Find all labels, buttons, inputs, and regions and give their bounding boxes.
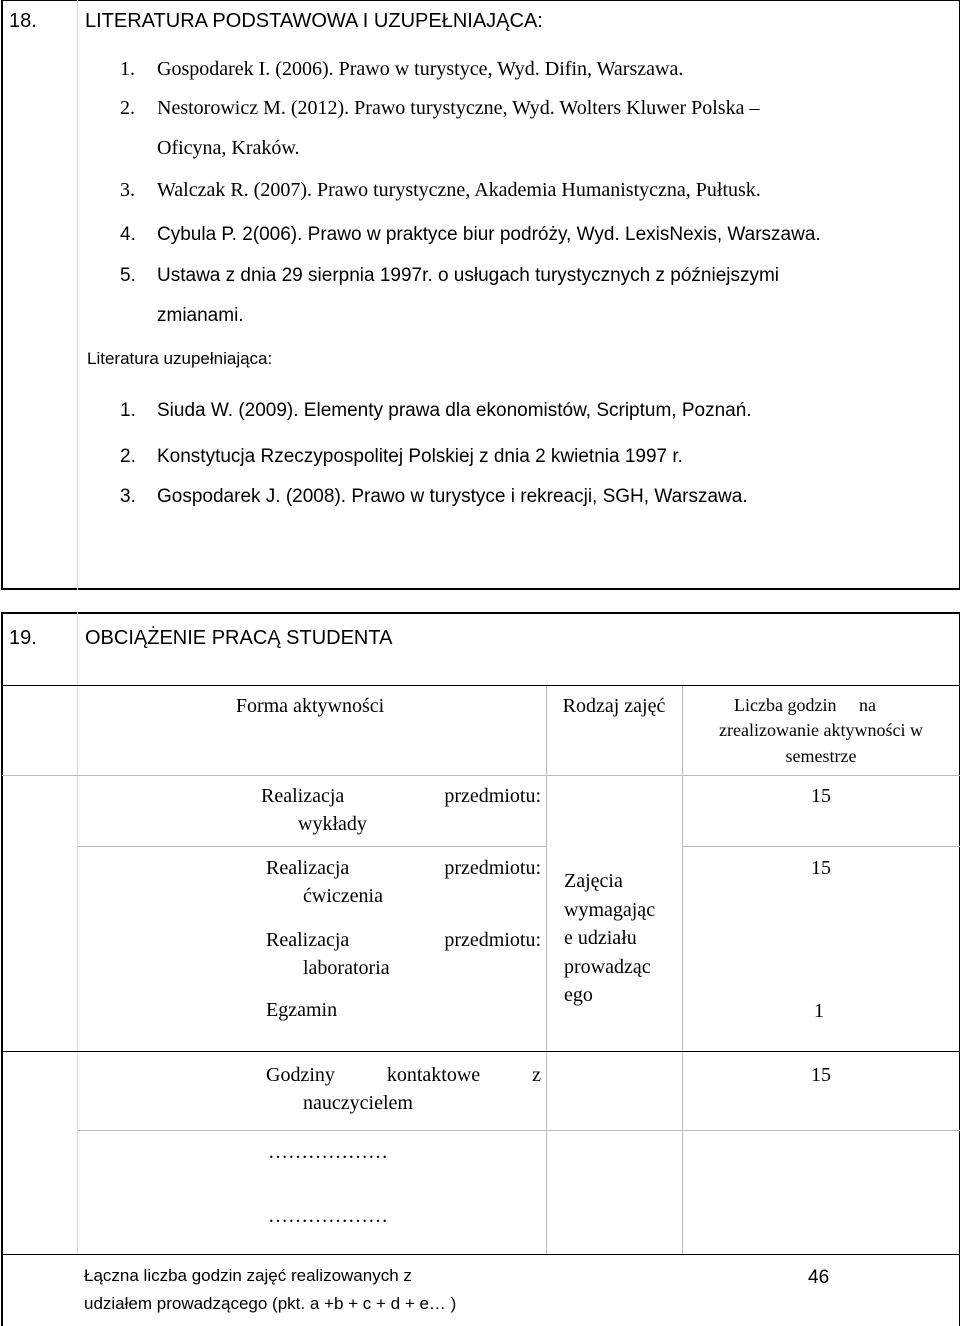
section-18-divider <box>77 0 78 590</box>
contact-word3: z <box>532 1064 541 1086</box>
row-exercises-type: ćwiczenia <box>303 885 383 907</box>
header-hours-line2: zrealizowanie aktywności w <box>719 720 923 740</box>
section-19-number-divider <box>77 612 78 685</box>
contact-hours: 15 <box>811 1064 831 1086</box>
total-label-line2: udziałem prowadzącego (pkt. a +b + c + d + e… ) <box>84 1294 457 1313</box>
supp-num-3: 3. <box>120 486 136 507</box>
basic-num-4: 4. <box>120 224 136 245</box>
basic-item-2: Nestorowicz M. (2012). Prawo turystyczne, Wyd. Wolters Kluwer Polska – <box>157 97 760 119</box>
basic-item-2-cont: Oficyna, Kraków. <box>157 137 300 159</box>
row-lab-label <box>266 929 541 952</box>
row-rule-1b <box>682 846 960 847</box>
dots-row-rule <box>2 1254 960 1255</box>
row-exercises-word2: przedmiotu: <box>444 857 541 879</box>
row-lecture-type: wykłady <box>298 813 367 835</box>
merged-type-line1: Zajęcia <box>564 870 623 892</box>
row-exercises-label <box>266 857 541 880</box>
supp-num-1: 1. <box>120 400 136 421</box>
basic-item-1: Gospodarek I. (2006). Prawo w turystyce, Wyd. Difin, Warszawa. <box>157 58 684 80</box>
total-label-line1: Łączna liczba godzin zajęć realizowanych z <box>84 1266 412 1285</box>
supp-item-3: Gospodarek J. (2008). Prawo w turystyce i rekreacji, SGH, Warszawa. <box>157 486 748 507</box>
header-row-rule <box>2 775 960 776</box>
basic-num-3: 3. <box>120 179 135 201</box>
total-hours: 46 <box>808 1267 830 1288</box>
section-19-number: 19. <box>9 627 37 649</box>
basic-item-5: Ustawa z dnia 29 sierpnia 1997r. o usługach turystycznych z późniejszymi <box>157 265 780 286</box>
table-left-divider <box>77 686 78 1254</box>
basic-item-5-cont: zmianami. <box>157 305 244 326</box>
basic-item-3: Walczak R. (2007). Prawo turystyczne, Akademia Humanistyczna, Pułtusk. <box>157 179 761 201</box>
merged-type-line2: wymagając <box>564 899 656 921</box>
row-exam-hours: 1 <box>814 1000 824 1022</box>
header-hours-line1: Liczba godzin na <box>734 695 876 715</box>
row-lab-word1: Realizacja <box>266 929 350 951</box>
contact-row-rule <box>78 1130 960 1131</box>
section-19-heading-rule <box>2 685 960 686</box>
row-exercises-hours: 15 <box>811 857 831 879</box>
placeholder-dots-1: ……………… <box>268 1141 388 1163</box>
merged-type-line3: e udziału <box>564 927 637 949</box>
row-lab-type: laboratoria <box>303 957 390 979</box>
supp-num-2: 2. <box>120 446 136 467</box>
supplementary-label: Literatura uzupełniająca: <box>87 349 273 368</box>
row-rule-1 <box>78 846 546 847</box>
row-exam-label: Egzamin <box>266 999 338 1021</box>
basic-item-4: Cybula P. 2(006). Prawo w praktyce biur podróży, Wyd. LexisNexis, Warszawa. <box>157 224 821 245</box>
supp-item-1: Siuda W. (2009). Elementy prawa dla ekonomistów, Scriptum, Poznań. <box>157 400 752 421</box>
row-lab-word2: przedmiotu: <box>444 929 541 951</box>
row-lecture-word1: Realizacja <box>261 785 345 807</box>
row-lecture-hours: 15 <box>811 785 831 807</box>
contact-label <box>266 1064 541 1087</box>
group-rule <box>2 1051 960 1052</box>
basic-num-1: 1. <box>120 58 135 80</box>
placeholder-dots-2: ……………… <box>268 1205 388 1227</box>
header-hours-line3: semestrze <box>785 746 857 766</box>
contact-label-line2: nauczycielem <box>303 1092 413 1114</box>
basic-num-5: 5. <box>120 265 136 286</box>
merged-type-line4: prowadząc <box>564 956 651 978</box>
header-type: Rodzaj zajęć <box>562 695 666 717</box>
table-col-divider-2 <box>682 686 683 1254</box>
contact-word1: Godziny <box>266 1064 335 1086</box>
merged-type-line5: ego <box>564 984 593 1006</box>
section-18-number: 18. <box>9 10 37 32</box>
basic-num-2: 2. <box>120 97 135 119</box>
header-form: Forma aktywności <box>235 695 385 717</box>
section-18-heading: LITERATURA PODSTAWOWA I UZUPEŁNIAJĄCA: <box>85 10 543 32</box>
supp-item-2: Konstytucja Rzeczypospolitej Polskiej z dnia 2 kwietnia 1997 r. <box>157 446 683 467</box>
contact-word2: kontaktowe <box>386 1064 481 1086</box>
row-lecture-label <box>261 785 541 808</box>
row-exercises-word1: Realizacja <box>266 857 350 879</box>
section-19-heading: OBCIĄŻENIE PRACĄ STUDENTA <box>85 627 393 649</box>
table-col-divider-1 <box>546 686 547 1254</box>
row-lecture-word2: przedmiotu: <box>444 785 541 807</box>
